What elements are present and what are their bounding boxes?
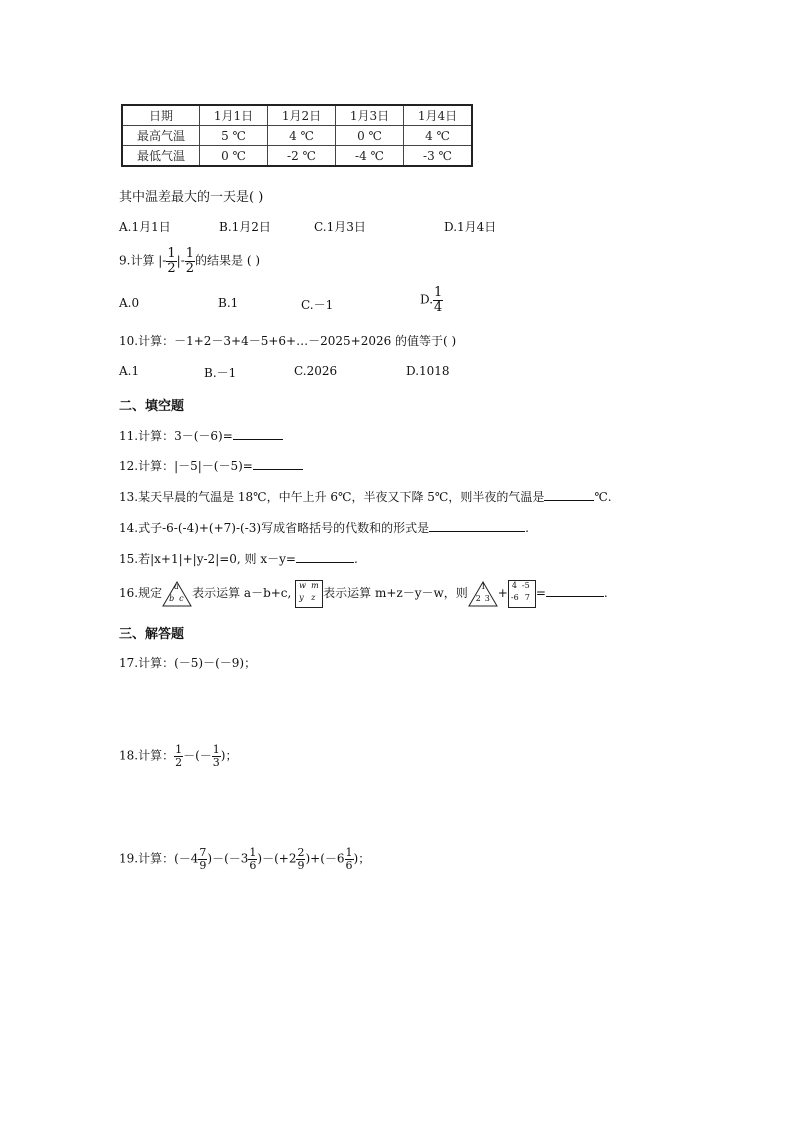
fraction-denominator: 2 (175, 755, 183, 769)
q9-prefix: 9.计算 |- (119, 253, 167, 268)
box-operator-wmyz (295, 580, 323, 608)
q16-equals: = (535, 586, 546, 600)
box-top-right-value: -5 (521, 580, 530, 590)
fraction-numerator: 1 (434, 285, 443, 300)
q18-fraction-1 (174, 744, 183, 768)
answer-blank[interactable] (253, 457, 303, 470)
box-top-right-value: m (311, 580, 319, 590)
table-cell: 0 ℃ (336, 126, 404, 146)
q16-text-3: 表示运算 m+z－y－w，则 (323, 586, 468, 600)
box-operator-numbers (508, 580, 536, 608)
q9-fraction-2 (185, 247, 195, 275)
q9-suffix: 的结果是 ( ) (195, 253, 261, 268)
q8-option-b: B.1月2日 (219, 220, 271, 234)
section-heading-fill-in: 二、填空题 (119, 399, 185, 414)
q10-option-b: B.－1 (204, 366, 237, 380)
q13-text: 13.某天早晨的气温是 18℃，中午上升 6℃，半夜又下降 5℃，则半夜的气温是 (119, 490, 545, 504)
q19-part-4: )+(－6 (305, 851, 345, 866)
answer-blank[interactable] (233, 427, 283, 440)
q8-option-d: D.1月4日 (444, 220, 497, 234)
fraction-denominator: 6 (249, 858, 257, 872)
q19 (119, 847, 370, 871)
fraction-numerator: 1 (345, 846, 353, 859)
fraction-numerator: 1 (249, 846, 257, 859)
q11 (119, 427, 283, 444)
triangle-left-value: 2 (475, 593, 481, 603)
fraction-numerator: 2 (297, 846, 305, 859)
q10-option-d: D.1018 (406, 364, 450, 378)
table-cell: 4 ℃ (404, 126, 473, 146)
option-label: D. (420, 292, 434, 307)
q9-mid: |- (176, 253, 185, 268)
box-top-left-value: 4 (511, 580, 517, 590)
fraction-numerator: 1 (212, 743, 220, 756)
table-cell: 最高气温 (122, 126, 200, 146)
section-heading-solve: 三、解答题 (119, 627, 185, 642)
q11-text: 11.计算：3－(－6)= (119, 429, 233, 443)
triangle-operator-123 (468, 581, 498, 607)
triangle-top-value: a (174, 581, 179, 591)
answer-blank[interactable] (544, 488, 594, 501)
table-cell: 4 ℃ (268, 126, 336, 146)
q19-suffix: )； (353, 851, 371, 866)
answer-blank[interactable] (296, 550, 354, 563)
box-bottom-left-value: -6 (510, 592, 519, 602)
q19-prefix: 19.计算：(－4 (119, 851, 199, 866)
q16 (119, 578, 608, 608)
q14 (119, 519, 529, 536)
q9-stem (119, 247, 260, 275)
answer-blank[interactable] (546, 584, 604, 597)
q10-option-a: A.1 (119, 364, 140, 378)
q10-stem: 10.计算：－1+2－3+4－5+6+…－2025+2026 的值等于( ) (119, 334, 457, 348)
q8-stem: 其中温差最大的一天是( ) (119, 190, 264, 205)
q13 (119, 488, 612, 505)
answer-blank[interactable] (429, 519, 525, 532)
triangle-left-value: b (169, 593, 175, 603)
q14-end: . (525, 521, 529, 535)
q15-end: . (353, 552, 358, 566)
box-bottom-right-value: 7 (524, 592, 530, 602)
table-row (122, 126, 472, 146)
q16-text-1: 16.规定 (119, 586, 163, 600)
table-header-row (122, 105, 472, 126)
fraction-denominator: 9 (199, 858, 207, 872)
box-bottom-left-value: y (299, 592, 304, 602)
q18-suffix: )； (220, 748, 238, 763)
q9-fraction-1 (166, 247, 176, 275)
table-cell: -4 ℃ (336, 146, 404, 167)
table-cell: -2 ℃ (268, 146, 336, 167)
fraction-denominator: 2 (167, 260, 176, 276)
table-row (122, 146, 472, 167)
q16-text-2: 表示运算 a－b+c, (192, 586, 292, 600)
triangle-operator-abc (162, 581, 192, 607)
q18-mid: －(－ (183, 748, 212, 763)
fraction-denominator: 4 (434, 299, 443, 315)
triangle-top-value: 1 (480, 581, 486, 591)
q19-part-2: )－(－3 (207, 851, 249, 866)
q15 (119, 550, 358, 567)
fraction-denominator: 2 (185, 260, 195, 276)
box-top-left-value: w (299, 580, 307, 590)
table-header-cell: 1月2日 (268, 105, 336, 126)
q8-option-c: C.1月3日 (314, 220, 366, 234)
fraction-denominator: 9 (297, 858, 305, 872)
q13-unit: ℃. (594, 490, 612, 504)
q9-option-d (420, 286, 443, 314)
table-cell: 最低气温 (122, 146, 200, 167)
q19-fraction-4 (345, 847, 354, 871)
table-cell: 0 ℃ (200, 146, 268, 167)
fraction-numerator: 1 (185, 246, 195, 261)
q9-option-a: A.0 (119, 296, 140, 310)
q10-option-c: C.2026 (294, 364, 338, 378)
q19-part-3: )－(+2 (257, 851, 297, 866)
table-header-cell: 1月1日 (200, 105, 268, 126)
q18 (119, 744, 237, 768)
triangle-right-value: c (179, 593, 184, 603)
q12 (119, 457, 303, 474)
q9-option-b: B.1 (218, 296, 239, 310)
table-cell: -3 ℃ (404, 146, 473, 167)
q14-text: 14.式子-6-(-4)+(+7)-(-3)写成省略括号的代数和的形式是 (119, 521, 430, 535)
q12-text: 12.计算：|－5|－(－5)= (119, 459, 253, 473)
q16-end: . (603, 586, 608, 600)
fraction-numerator: 7 (199, 846, 207, 859)
q15-text: 15.若|x+1|+|y-2|=0, 则 x－y= (119, 552, 296, 566)
q18-fraction-2 (212, 744, 221, 768)
fraction-numerator: 1 (175, 743, 183, 756)
table-header-cell: 1月4日 (404, 105, 473, 126)
fraction-denominator: 3 (212, 755, 220, 769)
q17: 17.计算：(－5)－(－9)； (119, 656, 257, 670)
table-header-cell: 日期 (122, 105, 200, 126)
temperature-table (121, 104, 473, 167)
q9-option-d-fraction (433, 286, 443, 314)
table-header-cell: 1月3日 (336, 105, 404, 126)
q16-plus: + (497, 586, 508, 600)
q18-prefix: 18.计算： (119, 748, 175, 763)
q8-option-a: A.1月1日 (119, 220, 171, 234)
triangle-right-value: 3 (484, 593, 490, 603)
table-cell: 5 ℃ (200, 126, 268, 146)
box-bottom-right-value: z (311, 592, 316, 602)
q9-option-c: C.－1 (301, 298, 334, 312)
fraction-denominator: 6 (345, 858, 353, 872)
fraction-numerator: 1 (167, 246, 176, 261)
